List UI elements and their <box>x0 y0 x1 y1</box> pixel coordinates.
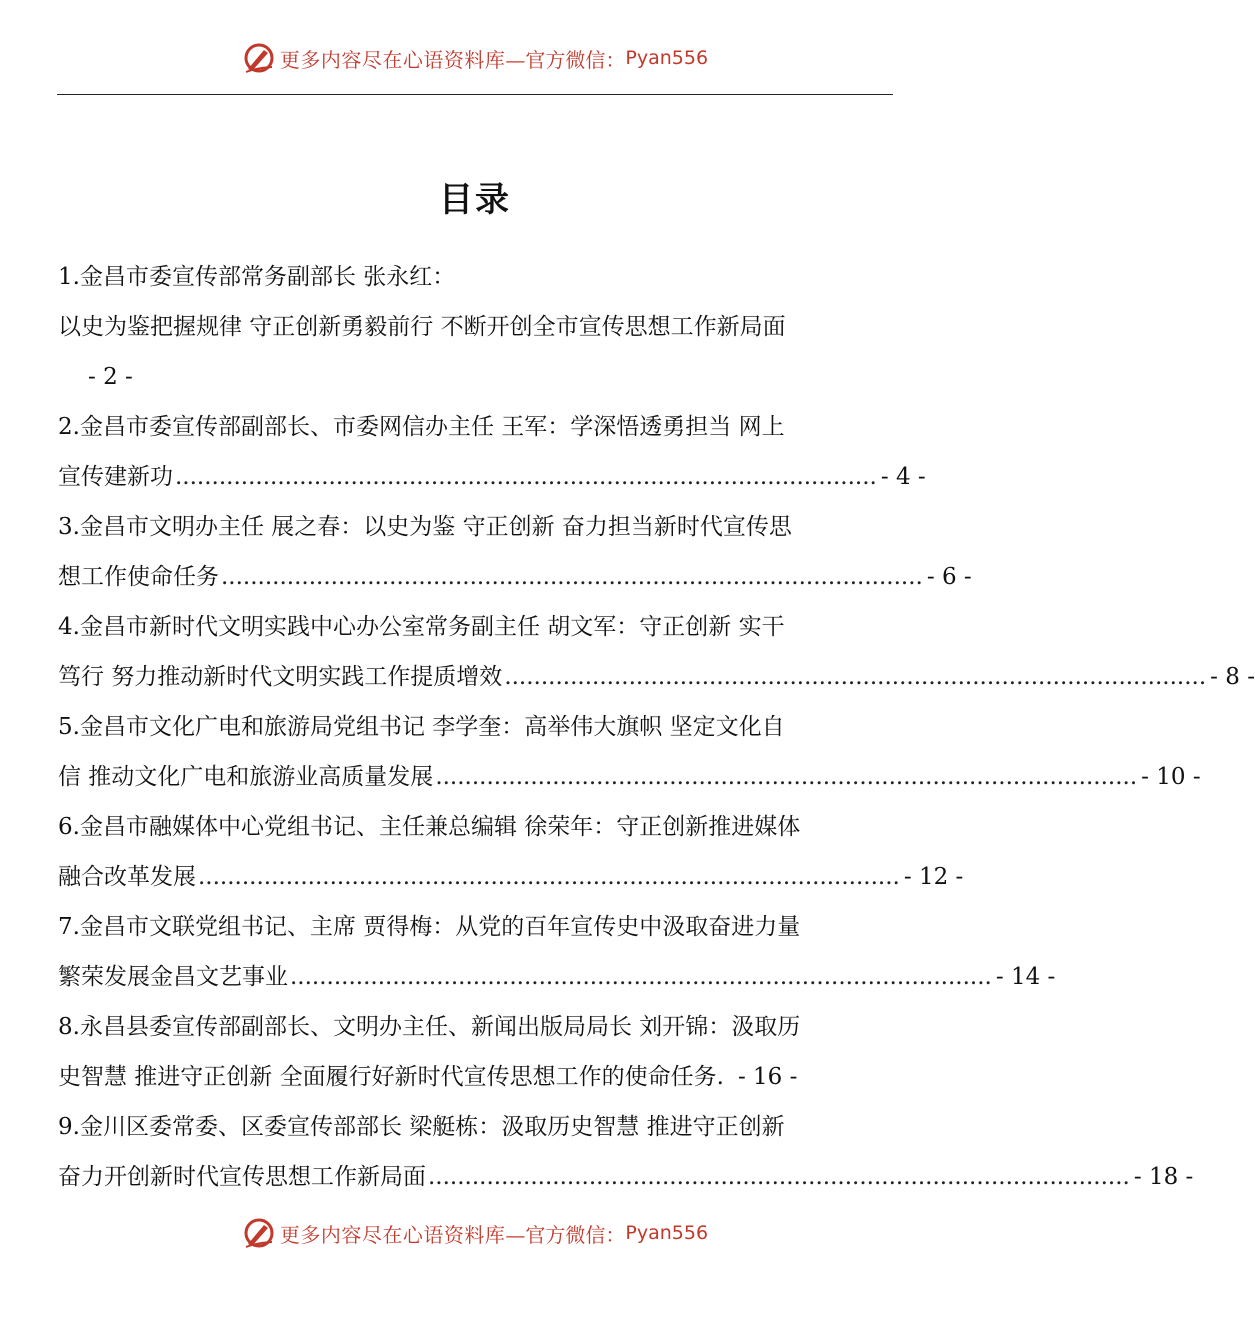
toc-entry-9-page: - 18 - <box>1133 1164 1194 1190</box>
toc-entry-5-page: - 10 - <box>1141 764 1201 790</box>
toc-entry-5-line-1: 5.金昌市文化广电和旅游局党组书记 李学奎：高举伟大旗帜 坚定文化自 <box>58 714 785 740</box>
toc-entry-7-line-1: 7.金昌市文联党组书记、主席 贾得梅：从党的百年宣传史中汲取奋进力量 <box>58 914 801 940</box>
toc-leader-dots: ................................................................................................ <box>175 464 877 490</box>
toc-entry-5-line-2 <box>58 752 1201 802</box>
toc-entry-8-line-1: 8.永昌县委宣传部副部长、文明办主任、新闻出版局局长 刘开锦：汲取历 <box>58 1014 801 1040</box>
toc-entry-6-line-2 <box>58 852 964 902</box>
toc-entry-4-line-2 <box>58 652 1255 702</box>
toc-entry-8-line-2 <box>58 1052 894 1102</box>
footer-banner-text: 更多内容尽在心语资料库 <box>279 1222 506 1247</box>
toc-entry-3-page: - 6 - <box>926 564 972 590</box>
toc-entry-6-title-tail: 融合改革发展 <box>58 864 196 890</box>
toc-entry-7-title-tail: 繁荣发展金昌文艺事业 <box>58 964 288 990</box>
toc-entry-2-title-tail: 宣传建新功 <box>58 464 173 490</box>
banner-text: 更多内容尽在心语资料库 <box>279 47 506 72</box>
page-title: 目录 <box>439 180 511 220</box>
toc-entry-9-line-2 <box>58 1152 1194 1202</box>
toc-entry-3-title-tail: 想工作使命任务 <box>58 564 219 590</box>
toc-leader-dots: ................................................................................................ <box>198 864 900 890</box>
header-divider <box>57 94 893 95</box>
footer-banner-wechat-id: Pyan556 <box>625 1222 709 1244</box>
toc-entry-1-line-1: 1.金昌市委宣传部常务副部长 张永红： <box>58 264 456 290</box>
pen-in-circle-logo-icon <box>242 1216 276 1250</box>
toc-entry-9-title-tail: 奋力开创新时代宣传思想工作新局面 <box>58 1164 426 1190</box>
toc-entry-4-page: - 8 - <box>1210 664 1255 690</box>
toc-leader-dots: ................................................................................................ <box>504 664 1207 690</box>
toc-entry-7-line-2 <box>58 952 1056 1002</box>
footer-banner-suffix: —官方微信： <box>505 1222 626 1247</box>
toc-entry-2-line-2 <box>58 452 926 502</box>
header-banner <box>0 38 950 78</box>
toc-entry-7-page: - 14 - <box>995 964 1056 990</box>
table-of-contents <box>58 252 1255 1202</box>
toc-entry-1-page: - 2 - <box>88 364 133 390</box>
toc-entry-9-line-1: 9.金川区委常委、区委宣传部部长 梁艇栋：汲取历史智慧 推进守正创新 <box>58 1114 785 1140</box>
toc-leader-dots: ................................................................................................ <box>290 964 992 990</box>
toc-entry-8-title-tail: 史智慧 推进守正创新 全面履行好新时代宣传思想工作的使命任务. <box>58 1064 724 1090</box>
toc-entry-2-page: - 4 - <box>880 464 926 490</box>
toc-leader-dots: ................................................................................................ <box>221 564 923 590</box>
toc-entry-8-page: - 16 - <box>737 1064 798 1090</box>
toc-entry-4-title-tail: 笃行 努力推动新时代文明实践工作提质增效 <box>58 664 503 690</box>
toc-entry-3-line-1: 3.金昌市文明办主任 展之春：以史为鉴 守正创新 奋力担当新时代宣传思 <box>58 514 792 540</box>
toc-entry-5-title-tail: 信 推动文化广电和旅游业高质量发展 <box>58 764 434 790</box>
pen-in-circle-logo-icon <box>242 41 276 75</box>
toc-leader-dots: ................................................................................................ <box>435 764 1138 790</box>
toc-entry-3-line-2 <box>58 552 972 602</box>
toc-entry-6-page: - 12 - <box>903 864 964 890</box>
toc-entry-6-line-1: 6.金昌市融媒体中心党组书记、主任兼总编辑 徐荣年：守正创新推进媒体 <box>58 814 801 840</box>
toc-leader-dots: ................................................................................................ <box>428 1164 1130 1190</box>
banner-wechat-id: Pyan556 <box>625 47 709 69</box>
footer-banner <box>0 1213 950 1253</box>
toc-entry-1-page-row <box>58 352 894 402</box>
toc-entry-1-line-2: 以史为鉴把握规律 守正创新勇毅前行 不断开创全市宣传思想工作新局面 <box>58 314 786 340</box>
toc-entry-4-line-1: 4.金昌市新时代文明实践中心办公室常务副主任 胡文军：守正创新 实干 <box>58 614 785 640</box>
toc-entry-2-line-1: 2.金昌市委宣传部副部长、市委网信办主任 王军：学深悟透勇担当 网上 <box>58 414 785 440</box>
banner-suffix: —官方微信： <box>505 47 626 72</box>
